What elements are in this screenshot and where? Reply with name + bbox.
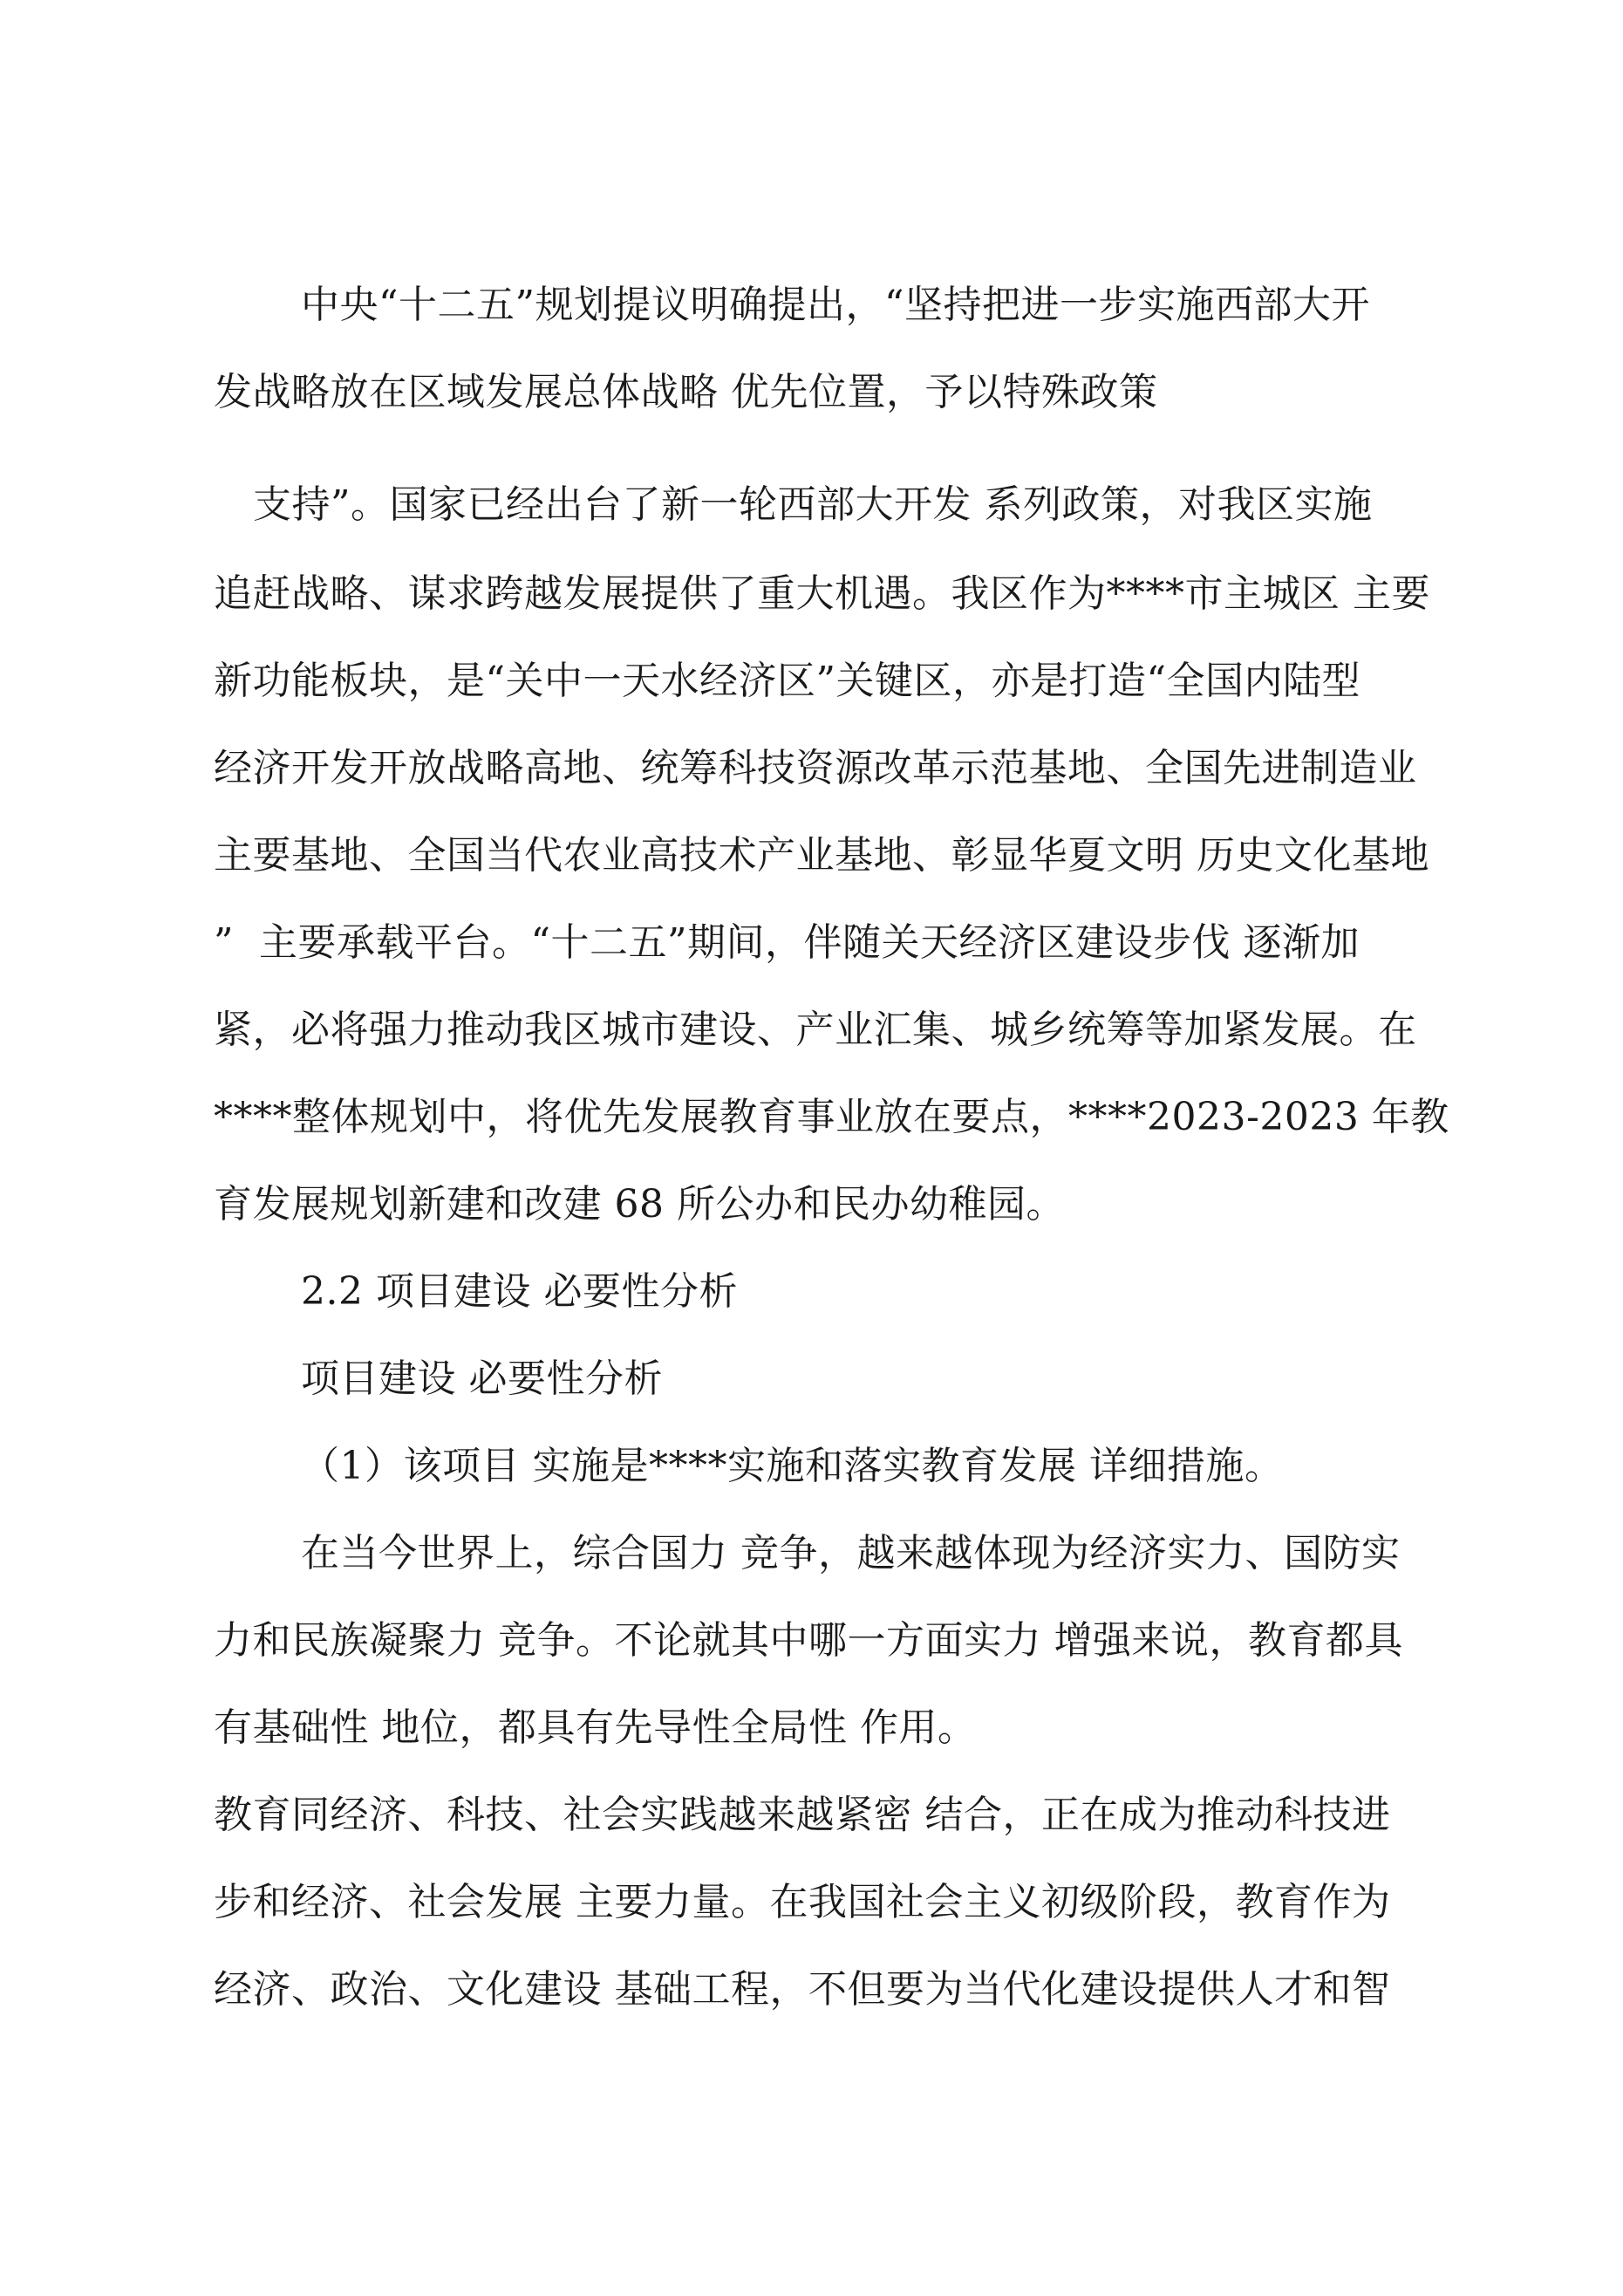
paragraph-line-16: 步和经济、社会发展 主要力量。在我国社会主义初级阶段，教育作为 [214,1880,1391,1924]
paragraph-line-3: 支持”。国家已经出台了新一轮西部大开发 系列政策，对我区实施 [253,482,1373,527]
paragraph-line-6: 经济开发开放战略高地、统筹科技资源改革示范基地、全国先进制造业 [214,746,1417,790]
paragraph-line-14: 有基础性 地位，都具有先导性全局性 作用。 [214,1705,977,1750]
paragraph-line-17: 经济、政治、文化建设 基础工程，不但要为当代化建设提供人才和智 [214,1967,1391,2012]
paragraph-line-10: ****整体规划中，将优先发展教育事业放在要点，****2023-2023 年教 [214,1095,1449,1139]
paragraph-line-11: 育发展规划新建和改建 68 所公办和民办幼稚园。 [214,1182,1065,1227]
paragraph-line-15: 教育同经济、科技、社会实践越来越紧密 结合，正在成为推动科技进 [214,1793,1391,1837]
paragraph-line-4: 追赶战略、谋求跨越发展提供了重大机遇。我区作为****市主城区 主要 [214,571,1430,616]
paragraph-line-12: 在当今世界上，综合国力 竞争，越来越体现为经济实力、国防实 [301,1531,1401,1575]
paragraph-line-5: 新功能板块，是“关中一天水经济区”关键区，亦是打造“全国内陆型 [214,659,1360,703]
section-heading: 2.2 项目建设 必要性分析 [301,1269,738,1314]
paragraph-line-8: ” 主要承载平台。“十二五”期间，伴随关天经济区建设步伐 逐渐加 [214,920,1360,965]
paragraph-line-7: 主要基地、全国当代农业高技术产业基地、彰显华夏文明 历史文化基地 [214,833,1429,878]
paragraph-line-13: 力和民族凝聚力 竞争。不论就其中哪一方面实力 增强来说，教育都具 [214,1618,1403,1663]
subsection-heading: 项目建设 必要性分析 [301,1356,663,1401]
paragraph-line-2: 发战略放在区域发展总体战略 优先位置，予以特殊政策 [214,370,1158,414]
list-item-1: （1）该项目 实施是****实施和落实教育发展 详细措施。 [301,1444,1284,1488]
paragraph-line-9: 紧，必将强力推动我区城市建设、产业汇集、城乡统筹等加紧发展。在 [214,1008,1417,1052]
paragraph-line-1: 中央“十二五”规划提议明确提出，“坚持把进一步实施西部大开 [301,283,1370,327]
